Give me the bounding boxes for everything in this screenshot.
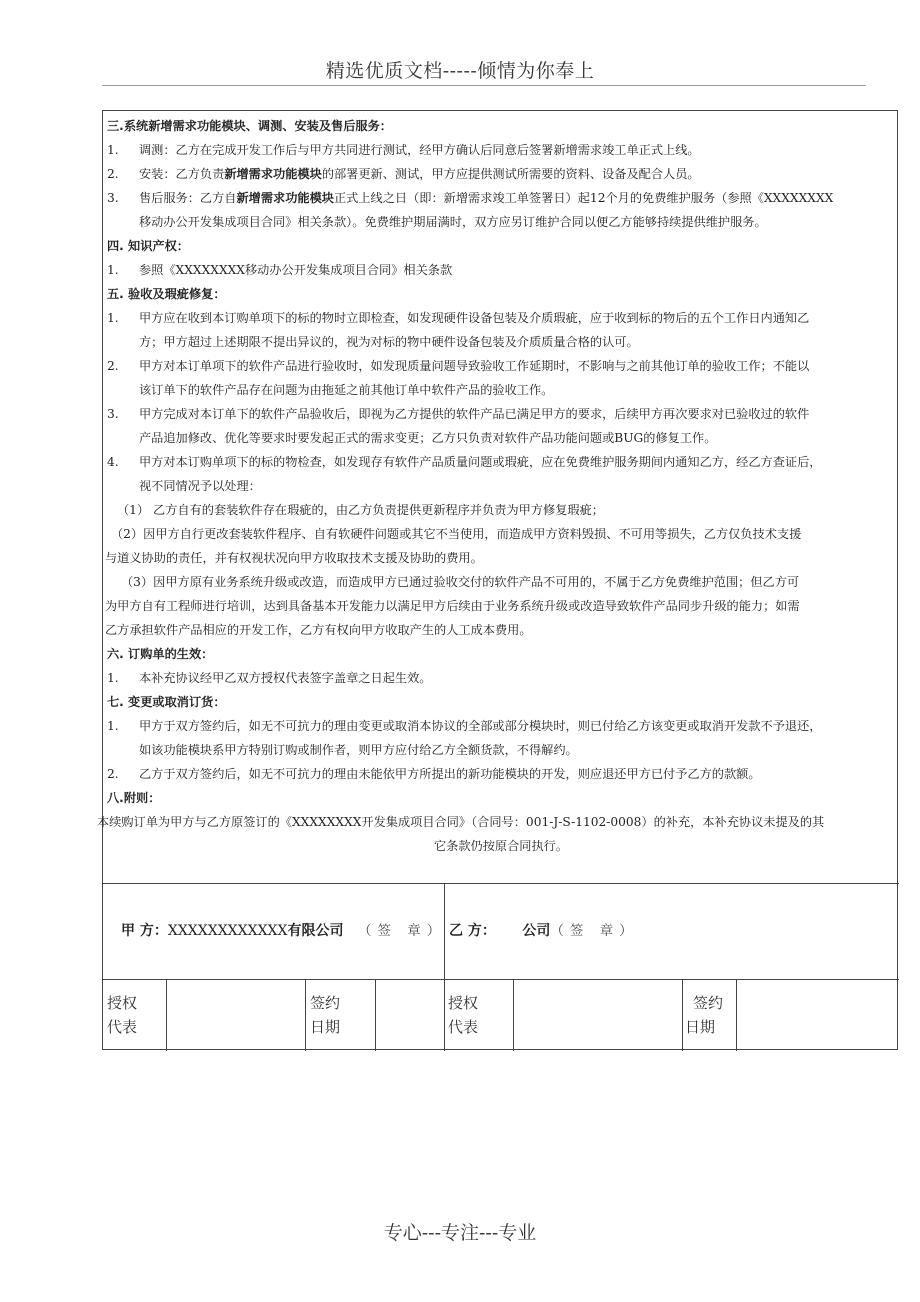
- item-number: 1.: [107, 263, 119, 277]
- item-text-part: 的部署更新、测试，甲方应提供测试所需要的资料、设备及配合人员。: [321, 167, 700, 181]
- item-text-part: 正式上线之日（即：新增需求竣工单签署日）起12个月的免费维护服务（参照《XXXXXXXX: [334, 191, 834, 205]
- label-line: 签约: [310, 994, 341, 1012]
- contract-body: [97, 111, 899, 883]
- sub-item-3: （3）因甲方原有业务系统升级或改造，而造成甲方已通过验收交付的软件产品不可用的，不属于乙方免费维护范围；但乙方可: [121, 575, 800, 589]
- appendix-text: 本续购订单为甲方与乙方原签订的《XXXXXXXX开发集成项目合同》（合同号：001-J-S-1102-0008）的补充，本补充协议未提及的其: [97, 815, 825, 829]
- item-text: 乙方于双方签约后，如无不可抗力的理由未能依甲方所提出的新功能模块的开发，则应退还甲方已付予乙方的款额。: [139, 767, 761, 781]
- label-line: 代表: [448, 1018, 479, 1036]
- header-divider: [102, 85, 866, 86]
- item-text: 本补充协议经甲乙双方授权代表签字盖章之日起生效。: [139, 671, 432, 685]
- party-a-company-suffix: 有限公司: [287, 923, 344, 939]
- item-number: 1.: [107, 671, 119, 685]
- cell-divider: [375, 979, 376, 1051]
- item-text-emphasis: 新增需求功能模块: [224, 167, 322, 181]
- section-4-heading: 四. 知识产权：: [107, 239, 189, 253]
- contract-table: [97, 110, 898, 1050]
- party-a-name: XXXXXXXXXXXX: [167, 923, 288, 939]
- cell-divider: [682, 979, 683, 1051]
- label-line: 授权: [107, 994, 138, 1012]
- item-text: 甲方对本订单项下的软件产品进行验收时，如发现质量问题导致验收工作延期时，不影响与之前其他订单的验收工作；不能以: [139, 359, 810, 373]
- label-line: 签约: [693, 994, 724, 1012]
- page-header-title: 精选优质文档-----倾情为你奉上: [325, 60, 595, 82]
- party-a-seal: （签 章）: [357, 923, 447, 939]
- party-b-signature: [449, 919, 639, 940]
- section-8-heading: 八.附则：: [107, 791, 161, 805]
- page-footer-text: 专心---专注---专业: [383, 1222, 537, 1244]
- item-number: 1.: [107, 719, 119, 733]
- item-text: 甲方对本订购单项下的标的物检查，如发现存有软件产品质量问题或瑕疵，应在免费维护服务期间内通知乙方，经乙方查证后，: [139, 455, 822, 469]
- cell-divider: [444, 979, 445, 1051]
- signature-divider: [103, 883, 899, 884]
- sub-item-3-continuation: 乙方承担软件产品相应的开发工作，乙方有权向甲方收取产生的人工成本费用。: [105, 623, 532, 637]
- item-number: 1.: [107, 143, 119, 157]
- item-text: 如该功能模块系甲方特别订购或制作者，则甲方应付给乙方全额货款，不得解约。: [139, 743, 578, 757]
- item-number: 2.: [107, 359, 119, 373]
- item-number: 3.: [107, 407, 119, 421]
- label-line: 日期: [685, 1018, 716, 1036]
- section-3-heading: 三.系统新增需求功能模块、调测、安装及售后服务：: [107, 119, 392, 133]
- party-a-authorized-rep-label: [107, 991, 137, 1039]
- party-a-label: 甲 方：: [121, 923, 168, 939]
- label-line: 授权: [448, 994, 479, 1012]
- item-text-part: 售后服务：乙方自: [139, 191, 237, 205]
- party-b-label: 乙 方：: [449, 923, 496, 939]
- item-number: 3.: [107, 191, 119, 205]
- section-5-heading: 五. 验收及瑕疵修复：: [107, 287, 226, 301]
- cell-divider: [166, 979, 167, 1051]
- item-text-part: 安装：乙方负责: [139, 167, 225, 181]
- item-text: 移动办公开发集成项目合同》相关条款）。免费维护期届满时，双方应另订维护合同以便乙方能够持续提供维护服务。: [139, 215, 767, 229]
- item-text: 视不同情况予以处理：: [139, 479, 261, 493]
- label-line: 代表: [107, 1018, 138, 1036]
- cell-divider: [305, 979, 306, 1051]
- sub-item-2-continuation: 与道义协助的责任，并有权视状况向甲方收取技术支援及协助的费用。: [105, 551, 483, 565]
- item-number: 4.: [107, 455, 119, 469]
- party-b-seal: （签 章）: [550, 923, 639, 939]
- item-text: 参照《XXXXXXXX移动办公开发集成项目合同》相关条款: [139, 263, 453, 277]
- item-number: 1.: [107, 311, 119, 325]
- section-7-heading: 七. 变更或取消订货：: [107, 695, 226, 709]
- item-text-emphasis: 新增需求功能模块: [236, 191, 334, 205]
- cell-divider: [513, 979, 514, 1051]
- sub-item-2: （2）因甲方自行更改套装软件程序、自有软硬件问题或其它不当使用，而造成甲方资料毁损、不可用等损失，乙方仅负技术支援: [111, 527, 802, 541]
- party-b-sign-date-label: [685, 991, 723, 1039]
- item-number: 2.: [107, 167, 119, 181]
- item-text: [139, 186, 833, 210]
- item-text: [139, 162, 700, 186]
- appendix-text-continuation: 它条款仍按原合同执行。: [433, 839, 569, 853]
- item-text: 甲方应在收到本订购单项下的标的物时立即检查，如发现硬件设备包装及介质瑕疵，应于收到标的物后的五个工作日内通知乙: [139, 311, 810, 325]
- label-line: 日期: [310, 1018, 341, 1036]
- item-text: 甲方于双方签约后，如无不可抗力的理由变更或取消本协议的全部或部分模块时，则已付给乙方该变更或取消开发款不予退还，: [139, 719, 822, 733]
- sub-item-3-continuation: 为甲方自有工程师进行培训，达到具备基本开发能力以满足甲方后续由于业务系统升级或改造导致软件产品同步升级的能力；如需: [105, 599, 800, 613]
- party-b-authorized-rep-label: [448, 991, 478, 1039]
- party-a-sign-date-label: [310, 991, 340, 1039]
- item-number: 2.: [107, 767, 119, 781]
- section-6-heading: 六. 订购单的生效：: [107, 647, 214, 661]
- item-text: 该订单下的软件产品存在问题为由拖延之前其他订单中软件产品的验收工作。: [139, 383, 554, 397]
- party-b-company-suffix: 公司: [522, 923, 551, 939]
- item-text: 产品追加修改、优化等要求时要发起正式的需求变更；乙方只负责对软件产品功能问题或BUG的修复工作。: [139, 431, 717, 445]
- signature-row-divider: [103, 979, 899, 980]
- party-a-signature: [121, 919, 446, 940]
- item-text: 方；甲方超过上述期限不提出异议的，视为对标的物中硬件设备包装及介质质量合格的认可。: [139, 335, 639, 349]
- item-text: 甲方完成对本订单下的软件产品验收后，即视为乙方提供的软件产品已满足甲方的要求，后续甲方再次要求对已验收过的软件: [139, 407, 810, 421]
- sub-item-1: （1） 乙方自有的套装软件存在瑕疵的，由乙方负责提供更新程序并负责为甲方修复瑕疵；: [117, 503, 604, 517]
- cell-divider: [736, 979, 737, 1051]
- item-text: 调测：乙方在完成开发工作后与甲方共同进行测试，经甲方确认后同意后签署新增需求竣工单正式上线。: [139, 143, 700, 157]
